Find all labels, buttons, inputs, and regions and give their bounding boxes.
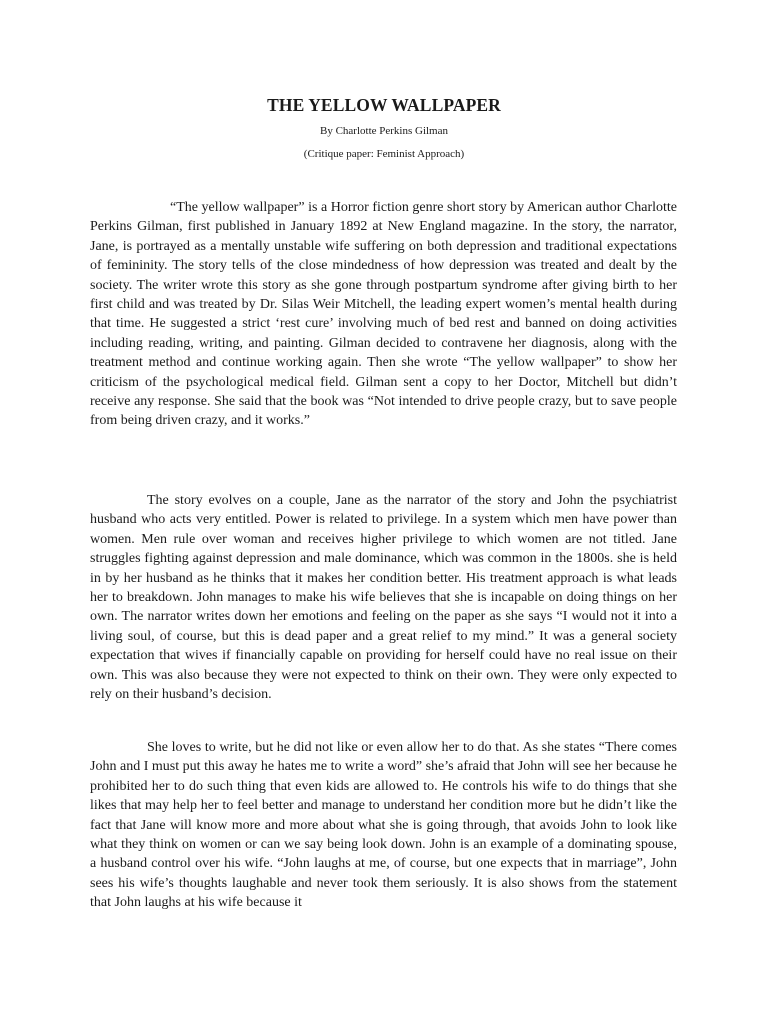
paragraph-2: The story evolves on a couple, Jane as the narrator of the story and John the psychiatrist husband who acts very entitled. Power is related to privilege. In a system which men have power than women. Men rule over woman and receives higher privilege to which women are not titled. Jane struggles fighting against depression and male dominance, which was common in the 1800s. she is held in by her husband as he thinks that it makes her condition better. His treatment approach is what leads her to breakdown. John manages to make his wife believes that she is incapable on doing things on her own. The narrator writes down her emotions and feeling on the paper as she says “I would not it into a living soul, of course, but this is dead paper and a great relief to my mind.” It was a general society expectation that wives if financially capable on providing for herself could have no real issue on their own. This was also because they were not expected to think on their own. They were only expected to rely on their husband’s decision. [90, 493, 677, 703]
approach-line: (Critique paper: Feminist Approach) [303, 148, 465, 160]
paragraph-1: “The yellow wallpaper” is a Horror fiction genre short story by American author Charlotte Perkins Gilman, first published in January 1892 at New England magazine. In the story, the narrator, Jane, is portrayed as a mentally unstable wife suffering on both depression and traditional expectations of femininity. The story tells of the close mindedness of how depression was treated and dealt by the society. The writer wrote this story as she gone through postpartum syndrome after giving birth to her first child and was treated by Dr. Silas Weir Mitchell, the leading expert women’s mental health during that time. He suggested a strict ‘rest cure’ involving much of bed rest and banned on doing activities including reading, writing, and painting. Gilman decided to contravene her diagnosis, along with the treatment method and continue working again. Then she wrote “The yellow wallpaper” to show her criticism of the psychological medical field. Gilman sent a copy to her Doctor, Mitchell but didn’t receive any response. She said that the book was “Not intended to drive people crazy, but to save people from being driven crazy, and it works.” [90, 200, 677, 429]
document-title: THE YELLOW WALLPAPER [267, 95, 501, 115]
paragraph-3: She loves to write, but he did not like or even allow her to do that. As she states “There comes John and I must put this away he hates me to write a word” she’s afraid that John will see her because he prohibited her to do such thing that even kids are allowed to. He controls his wife to do things that she likes that may help her to feel better and manage to understand her condition more but he didn’t like the fact that Jane will know more and more about what she is going through, that avoids John to look like what they think on women or can we say being look down. John is an example of a dominating spouse, a husband control over his wife. “John laughs at me, of course, but one expects that in marriage”, John sees his wife’s thoughts laughable and never took them seriously. It is also shows from the statement that John laughs at his wife because it [90, 740, 677, 911]
author-line: By Charlotte Perkins Gilman [319, 125, 448, 137]
